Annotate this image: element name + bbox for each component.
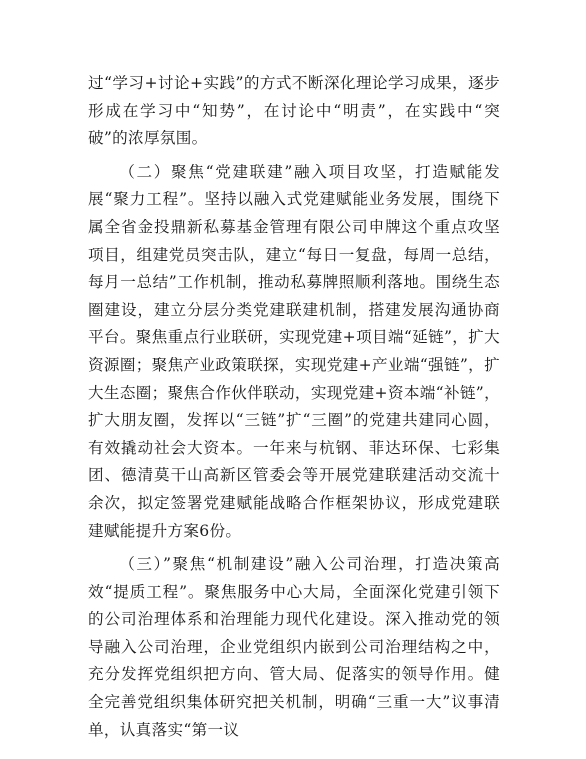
document-body — [88, 70, 500, 744]
paragraph-3: （三）”聚焦“机制建设”融入公司治理，打造决策高效“提质工程”。聚焦服务中心大局，全面深化党建引领下的公司治理体系和治理能力现代化建设。深入推动党的领导融入公司治理，企业党组织内嵌到公司治理结构之中，充分发挥党组织把方向、管大局、促落实的领导作用。健全完善党组织集体研究把关机制，明确“三重一大”议事清单，认真落实“第一议 — [88, 555, 500, 739]
paragraph-1: 过“学习+讨论+实践”的方式不断深化理论学习成果，逐步形成在学习中“知势”，在讨论中“明责”，在实践中“突破”的浓厚氛围。 — [88, 74, 500, 148]
paragraph-2: （二）聚焦“党建联建”融入项目攻坚，打造赋能发展“聚力工程”。坚持以融入式党建赋能业务发展，围绕下属全省金投鼎新私募基金管理有限公司申牌这个重点攻坚项目，组建党员突击队，建立“每日一复盘，每周一总结，每月一总结”工作机制，推动私募牌照顺利落地。围绕生态圈建设，建立分层分类党建联建机制，搭建发展沟通协商平台。聚焦重点行业联研，实现党建+项目端“延链”，扩大资源圈；聚焦产业政策联探，实现党建+产业端“强链”，扩大生态圈；聚焦合作伙伴联动，实现党建+资本端“补链”，扩大朋友圈，发挥以“三链”扩“三圈”的党建共建同心圆，有效撬动社会大资本。一年来与杭钢、菲达环保、七彩集团、德清莫干山高新区管委会等开展党建联建活动交流十余次，拟定签署党建赋能战略合作框架协议，形成党建联建赋能提升方案6份。 — [88, 162, 500, 540]
